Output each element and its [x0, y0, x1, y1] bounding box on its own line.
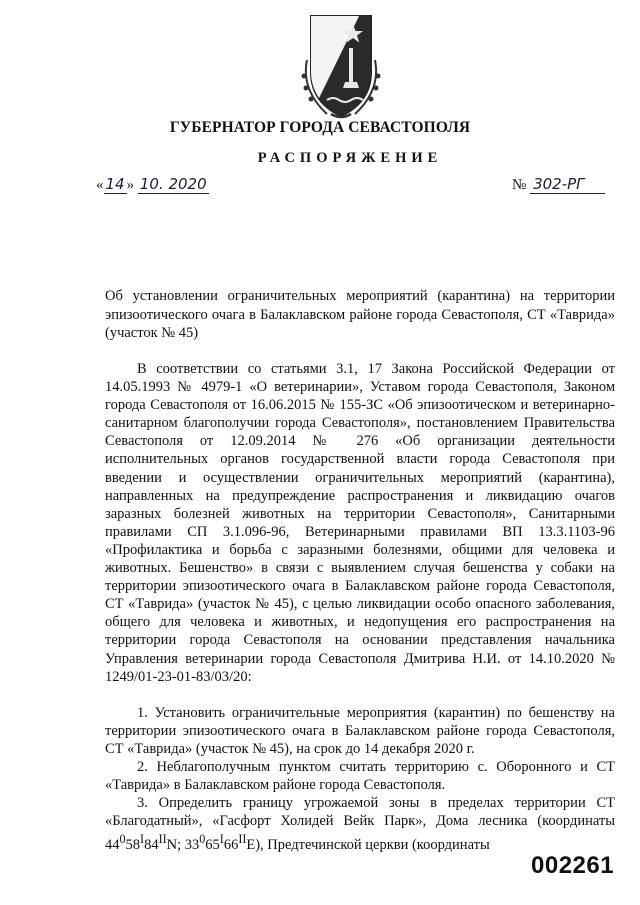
item3-text: 3. Определить границу угрожаемой зоны в пределах территории СТ «Благодатный», «Гасфорт Холидей Вейк Парк», Дома лесника (координаты 44 — [105, 795, 615, 854]
order-item-3: 3. Определить границу угрожаемой зоны в пределах территории СТ «Благодатный», «Гасфорт Холидей Вейк Парк», Дома лесника (координаты $44^058^I84^{II}N$; $33^065^I66^{II}E$), Предтечинской церкви (координаты — [105, 795, 615, 854]
serial-number: 002261 — [531, 852, 615, 879]
order-item-2: 2. Неблагополучным пунктом считать территорию с. Оборонного и СТ «Таврида» в Балаклавском районе города Севастополя. — [105, 758, 615, 794]
document-date — [96, 175, 209, 194]
date-month-year: 10. 2020 — [139, 175, 207, 193]
document-subject: Об установлении ограничительных мероприятий (карантина) на территории эпизоотического очага в Балаклавском районе города Севастополя, СТ «Таврида» (участок № 45) — [105, 288, 615, 341]
order-item-1: 1. Установить ограничительные мероприятия (карантин) по бешенству на территории эпизоотического очага в Балаклавском районе города Севастополя, СТ «Таврида» (участок № 45), на срок до 14 декабря 2020 г. — [105, 704, 615, 757]
number-value: 302-РГ — [530, 175, 605, 194]
document-number — [512, 175, 605, 194]
date-day: 14 — [105, 175, 125, 193]
document-body — [105, 360, 615, 854]
date-close-quote: » — [126, 177, 135, 193]
preamble-paragraph: В соответствии со статьями 3.1, 17 Закона Российской Федерации от 14.05.1993 № 4979-1 «О ветеринарии», Уставом города Севастополя, Законом города Севастополя от 16.06.2015 № 155-ЗС «Об эпизоотическом и ветеринарно-санитарном благополучии города Севастополя», постановлением Правительства Севастополя от 12.09.2014 № 276 «Об организации деятельности исполнительных органов государственной власти города Севастополя при введении и осуществлении ограничительных мероприятий (карантина), направленных на предупреждение распространения и ликвидацию очагов заразных болезней животных на территории Севастополя», Санитарными правилами СП 3.1.096-96, Ветеринарными правилами ВП 13.3.1103-96 «Профилактика и борьба с заразными болезнями, общими для человека и животных. Бешенство» в связи с выявлением случая бешенства у собаки на территории эпизоотического очага в Балаклавском районе города Севастополя, СТ «Таврида» (участок № 45), с целью ликвидации особо опасного заболевания, общего для человека и животных, и недопущения его распространения на территории города Севастополя на основании представления начальника Управления ветеринарии города Севастополя Дмитрива Н.И. от 14.10.2020 № 1249/01-23-01-83/03/20: — [105, 361, 615, 685]
authority-title: ГУБЕРНАТОР ГОРОДА СЕВАСТОПОЛЯ — [169, 119, 471, 136]
coat-of-arms-icon — [297, 10, 385, 122]
document-type: РАСПОРЯЖЕНИЕ — [257, 150, 443, 166]
date-open-quote: « — [96, 177, 104, 193]
number-prefix: № — [512, 177, 527, 193]
